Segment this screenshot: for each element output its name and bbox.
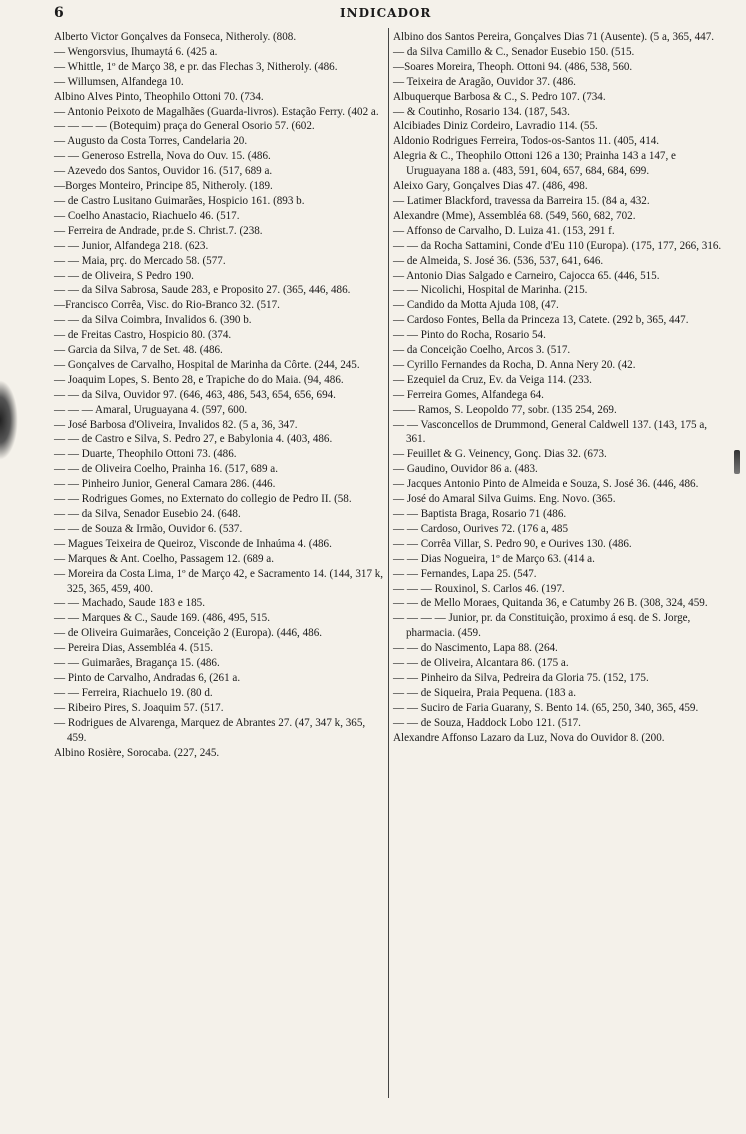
- directory-entry: — — de Oliveira, S Pedro 190.: [54, 269, 194, 282]
- directory-entry: — — Nicolichi, Hospital de Marinha. (215.: [393, 284, 588, 297]
- directory-entry: — — Marques & C., Saude 169. (486, 495, 515.: [54, 612, 271, 625]
- directory-entry: — — de Souza & Irmão, Ouvidor 6. (537.: [54, 522, 243, 535]
- directory-entry: — Marques & Ant. Coelho, Passagem 12. (689 a.: [54, 552, 275, 565]
- directory-entry: — — Generoso Estrella, Nova do Ouv. 15. (486.: [54, 150, 271, 163]
- directory-entry: — — Pinheiro da Silva, Pedreira da Gloria 75. (152, 175.: [393, 671, 649, 684]
- directory-entry: — Ferreira Gomes, Alfandega 64.: [393, 388, 544, 401]
- directory-entry: — — Corrêa Villar, S. Pedro 90, e Ourives 130. (486.: [393, 537, 632, 550]
- directory-entry: — — Baptista Braga, Rosario 71 (486.: [393, 508, 567, 520]
- directory-entry: — Moreira da Costa Lima, 1º de Março 42, e Sacramento 14. (144, 317 k, 325, 365, 459, 400.: [54, 567, 384, 595]
- directory-entry: — — Junior, Alfandega 218. (623.: [54, 239, 209, 252]
- directory-entry: — — da Silva Sabrosa, Saude 283, e Proposito 27. (365, 446, 486.: [54, 284, 351, 297]
- directory-entry: — Feuillet & G. Veinency, Gonç. Dias 32. (673.: [393, 448, 607, 461]
- directory-entry: — Antonio Peixoto de Magalhães (Guarda-livros). Estação Ferry. (402 a.: [54, 105, 379, 118]
- directory-entry: — — Ferreira, Riachuelo 19. (80 d.: [54, 686, 213, 699]
- directory-entry: — — — Amaral, Uruguayana 4. (597, 600.: [54, 403, 248, 416]
- directory-entry: — Antonio Dias Salgado e Carneiro, Cajocca 65. (446, 515.: [393, 269, 660, 282]
- directory-entry: — Garcia da Silva, 7 de Set. 48. (486.: [54, 344, 223, 357]
- directory-entry: Albino Rosière, Sorocaba. (227, 245.: [54, 746, 220, 759]
- directory-entry: — de Oliveira Guimarães, Conceição 2 (Europa). (446, 486.: [54, 627, 323, 640]
- directory-entry: Alberto Victor Gonçalves da Fonseca, Nitheroly. (808.: [54, 31, 297, 43]
- margin-mark: [734, 450, 740, 474]
- directory-entry: — da Conceição Coelho, Arcos 3. (517.: [393, 344, 571, 357]
- binding-shadow-mark: [0, 380, 18, 460]
- directory-entry: — Coelho Anastacio, Riachuelo 46. (517.: [54, 209, 240, 222]
- directory-entry: — — de Oliveira, Alcantara 86. (175 a.: [393, 657, 569, 670]
- directory-entry: Albino dos Santos Pereira, Gonçalves Dias 71 (Ausente). (5 a, 365, 447.: [393, 31, 715, 43]
- page-number: 6: [54, 5, 64, 21]
- directory-entry: — — de Siqueira, Praia Pequena. (183 a.: [393, 686, 576, 699]
- directory-entry: — — Machado, Saude 183 e 185.: [54, 597, 205, 610]
- directory-entry: — José do Amaral Silva Guims. Eng. Novo. (365.: [393, 493, 616, 506]
- left-column: [54, 30, 387, 760]
- directory-entry: — — Guimarães, Bragança 15. (486.: [54, 657, 220, 670]
- right-column: [393, 30, 728, 746]
- running-title: INDICADOR: [340, 6, 432, 20]
- directory-entry: — Ezequiel da Cruz, Ev. da Veiga 114. (233.: [393, 373, 592, 386]
- directory-entry: — Augusto da Costa Torres, Candelaria 20.: [54, 135, 248, 148]
- directory-entry: — de Freitas Castro, Hospicio 80. (374.: [54, 329, 232, 342]
- directory-entry: — Latimer Blackford, travessa da Barreira 15. (84 a, 432.: [393, 194, 650, 207]
- directory-entry: — Gaudino, Ouvidor 86 a. (483.: [393, 463, 538, 476]
- directory-entry: —— Ramos, S. Leopoldo 77, sobr. (135 254, 269.: [393, 403, 617, 416]
- directory-entry: — — Suciro de Faria Guarany, S. Bento 14. (65, 250, 340, 365, 459.: [393, 701, 699, 714]
- directory-entry: — Willumsen, Alfandega 10.: [54, 75, 184, 88]
- directory-entry: — Magues Teixeira de Queiroz, Visconde de Inhaúma 4. (486.: [54, 537, 332, 550]
- directory-entry: — Ferreira de Andrade, pr.de S. Christ.7. (238.: [54, 224, 263, 237]
- directory-entry: Alcibiades Diniz Cordeiro, Lavradio 114. (55.: [393, 120, 598, 133]
- directory-entry: — da Silva Camillo & C., Senador Eusebio 150. (515.: [393, 45, 635, 58]
- directory-entry: — Pinto de Carvalho, Andradas 6, (261 a.: [54, 671, 241, 684]
- directory-entry: Alexandre Affonso Lazaro da Luz, Nova do Ouvidor 8. (200.: [393, 731, 665, 744]
- directory-entry: — — — — (Botequim) praça do General Osorio 57. (602.: [54, 120, 315, 133]
- directory-entry: — — Pinto do Rocha, Rosario 54.: [393, 329, 546, 342]
- directory-entry: — — Vasconcellos de Drummond, General Caldwell 137. (143, 175 a, 361.: [393, 418, 708, 446]
- directory-entry: — Affonso de Carvalho, D. Luiza 41. (153, 291 f.: [393, 224, 615, 237]
- directory-entry: — Whittle, 1º de Março 38, e pr. das Flechas 3, Nitheroly. (486.: [54, 60, 338, 73]
- directory-entry: — de Almeida, S. José 36. (536, 537, 641, 646.: [393, 254, 604, 267]
- directory-entry: — Cardoso Fontes, Bella da Princeza 13, Catete. (292 b, 365, 447.: [393, 314, 689, 327]
- directory-entry: — — Cardoso, Ourives 72. (176 a, 485: [393, 522, 569, 535]
- directory-entry: — — Maia, prç. do Mercado 58. (577.: [54, 254, 226, 267]
- directory-entry: —Soares Moreira, Theoph. Ottoni 94. (486, 538, 560.: [393, 60, 633, 73]
- directory-entry: Aleixo Gary, Gonçalves Dias 47. (486, 498.: [393, 180, 588, 193]
- directory-entry: — — Pinheiro Junior, General Camara 286. (446.: [54, 478, 276, 491]
- directory-entry: — Cyrillo Fernandes da Rocha, D. Anna Nery 20. (42.: [393, 358, 636, 371]
- directory-entry: — José Barbosa d'Oliveira, Invalidos 82. (5 a, 36, 347.: [54, 418, 298, 431]
- directory-entry: — — de Souza, Haddock Lobo 121. (517.: [393, 716, 581, 729]
- directory-entry: — Azevedo dos Santos, Ouvidor 16. (517, 689 a.: [54, 165, 273, 178]
- directory-entry: — Ribeiro Pires, S. Joaquim 57. (517.: [54, 701, 224, 714]
- directory-entry: — — Dias Nogueira, 1º de Março 63. (414 a.: [393, 552, 595, 565]
- directory-entry: Albuquerque Barbosa & C., S. Pedro 107. (734.: [393, 90, 606, 103]
- directory-entry: Alexandre (Mme), Assembléa 68. (549, 560, 682, 702.: [393, 209, 636, 222]
- directory-entry: — Joaquim Lopes, S. Bento 28, e Trapiche do do Maia. (94, 486.: [54, 373, 344, 386]
- directory-entry: — & Coutinho, Rosario 134. (187, 543.: [393, 105, 570, 118]
- directory-entry: — — de Oliveira Coelho, Prainha 16. (517, 689 a.: [54, 463, 278, 476]
- directory-entry: — Rodrigues de Alvarenga, Marquez de Abrantes 27. (47, 347 k, 365, 459.: [54, 716, 366, 744]
- directory-entry: Alegria & C., Theophilo Ottoni 126 a 130; Prainha 143 a 147, e Uruguayana 188 a. (483, 591, 604, 657, 684, 684, 699.: [393, 150, 676, 178]
- directory-entry: — — da Silva Coimbra, Invalidos 6. (390 b.: [54, 314, 252, 327]
- directory-entry: — — da Rocha Sattamini, Conde d'Eu 110 (Europa). (175, 177, 266, 316.: [393, 239, 722, 252]
- directory-entry: Aldonio Rodrigues Ferreira, Todos-os-Santos 11. (405, 414.: [393, 135, 660, 148]
- directory-entry: — — Duarte, Theophilo Ottoni 73. (486.: [54, 448, 237, 461]
- directory-entry: — Wengorsvius, Ihumaytá 6. (425 a.: [54, 45, 218, 58]
- directory-entry: — de Castro Lusitano Guimarães, Hospicio 161. (893 b.: [54, 194, 305, 207]
- directory-entry: — Pereira Dias, Assembléa 4. (515.: [54, 642, 213, 655]
- directory-entry: — — de Castro e Silva, S. Pedro 27, e Babylonia 4. (403, 486.: [54, 433, 333, 446]
- directory-entry: — — Fernandes, Lapa 25. (547.: [393, 567, 537, 580]
- directory-entry: —Borges Monteiro, Principe 85, Nitheroly. (189.: [54, 180, 273, 193]
- directory-entry: — Gonçalves de Carvalho, Hospital de Marinha da Côrte. (244, 245.: [54, 358, 360, 371]
- column-divider: [388, 28, 389, 1098]
- directory-entry: — Candido da Motta Ajuda 108, (47.: [393, 299, 559, 312]
- directory-entry: — Jacques Antonio Pinto de Almeida e Souza, S. José 36. (446, 486.: [393, 478, 699, 491]
- page-header: [0, 0, 746, 26]
- directory-entry: — — de Mello Moraes, Quitanda 36, e Catumby 26 B. (308, 324, 459.: [393, 597, 708, 610]
- directory-entry: — Teixeira de Aragão, Ouvidor 37. (486.: [393, 75, 576, 88]
- directory-entry: — — — Rouxinol, S. Carlos 46. (197.: [393, 582, 565, 595]
- directory-entry: — — do Nascimento, Lapa 88. (264.: [393, 642, 558, 655]
- directory-entry: — — — — Junior, pr. da Constituição, proximo á esq. de S. Jorge, pharmacia. (459.: [393, 612, 691, 640]
- directory-entry: Albino Alves Pinto, Theophilo Ottoni 70. (734.: [54, 90, 264, 103]
- directory-entry: — — da Silva, Ouvidor 97. (646, 463, 486, 543, 654, 656, 694.: [54, 388, 336, 401]
- directory-entry: —Francisco Corrêa, Visc. do Rio-Branco 32. (517.: [54, 299, 280, 312]
- directory-entry: — — Rodrigues Gomes, no Externato do collegio de Pedro II. (58.: [54, 493, 352, 506]
- directory-entry: — — da Silva, Senador Eusebio 24. (648.: [54, 508, 241, 520]
